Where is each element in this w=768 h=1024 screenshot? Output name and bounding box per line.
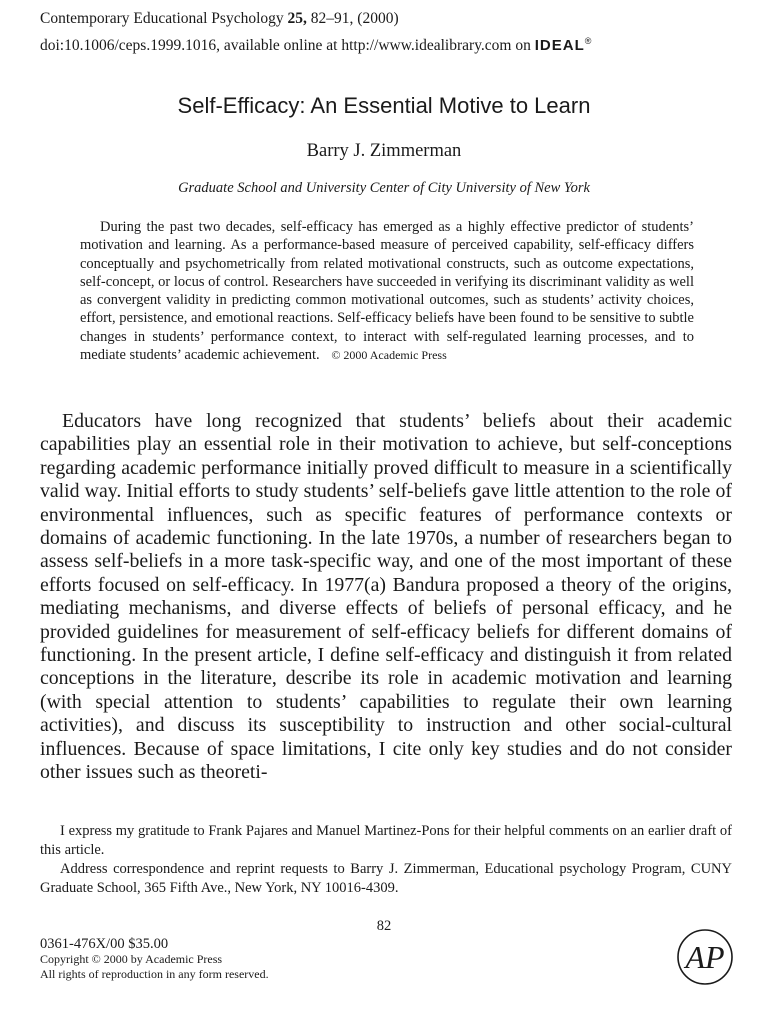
body-paragraph: Educators have long recognized that students’ beliefs about their academic capabilities play an essential role in their motivation to achieve, but self-conceptions regarding academic performance initially proved difficult to measure in a scientifically valid way. Initial efforts to study students’ self-beliefs gave little attention to the role of environmental influences, such as specific features of performance contexts or domains of academic functioning. In the late 1970s, a number of researchers began to assess self-beliefs in a more task-specific way, and one of the most important of these efforts focused on self-efficacy. In 1977(a) Bandura proposed a theory of the origins, mediating mechanisms, and diverse effects of beliefs of personal efficacy, and he provided guidelines for measurement of self-efficacy beliefs for different domains of functioning. In the present article, I define self-efficacy and distinguish it from related conceptions in the literature, describe its role in academic motivation and learning (with special attention to students’ capabilities to regulate their own learning activities), and discuss its susceptibility to instruction and other social-cultural influences. Because of space limitations, I cite only key studies and do not consider other issues such as theoreti-: [40, 410, 732, 784]
doi-text: doi:10.1006/ceps.1999.1016, available online at http://www.idealibrary.com on: [40, 37, 531, 54]
footnote-acknowledgment: I express my gratitude to Frank Pajares and Manuel Martinez-Pons for their helpful comments on an earlier draft of this article.: [40, 823, 732, 858]
abstract: [80, 218, 694, 364]
academic-press-logo: [676, 928, 734, 986]
article-author: Barry J. Zimmerman: [306, 141, 462, 161]
abstract-copyright: © 2000 Academic Press: [331, 348, 447, 363]
copyright-line: Copyright © 2000 by Academic Press: [40, 952, 223, 966]
journal-citation: [40, 8, 399, 30]
footnote-correspondence: Address correspondence and reprint requests to Barry J. Zimmerman, Educational psychology Program, CUNY Graduate School, 365 Fifth Ave., New York, NY 10016-4309.: [40, 861, 732, 896]
journal-pages-year: 82–91, (2000): [310, 10, 399, 27]
publication-info: [40, 936, 269, 982]
ideal-logo: IDEAL®: [534, 36, 593, 54]
journal-volume: 25,: [287, 10, 307, 27]
issn-price: 0361-476X/00 $35.00: [40, 936, 169, 952]
logo-letters: AP: [685, 939, 725, 975]
doi-line: [40, 30, 592, 57]
footnotes: [40, 822, 732, 898]
page-number: 82: [376, 918, 392, 934]
abstract-text: During the past two decades, self-efficacy has emerged as a highly effective predictor of students’ motivation and learning. As a performance-based measure of perceived capability, self-efficacy differs conceptually and psychometrically from related motivational constructs, such as outcome expectations, self-concept, or locus of control. Researchers have succeeded in verifying its discriminant validity as well as convergent validity in predicting common motivational outcomes, such as students’ activity choices, effort, persistence, and emotional reactions. Self-efficacy beliefs have been found to be sensitive to subtle changes in students’ performance context, to interact with self-regulated learning processes, and to mediate students’ academic achievement.: [80, 219, 694, 364]
rights-line: All rights of reproduction in any form reserved.: [40, 967, 269, 981]
article-title: Self-Efficacy: An Essential Motive to Learn: [177, 93, 591, 118]
author-affiliation: Graduate School and University Center of City University of New York: [178, 180, 590, 196]
journal-name: Contemporary Educational Psychology: [40, 10, 284, 27]
